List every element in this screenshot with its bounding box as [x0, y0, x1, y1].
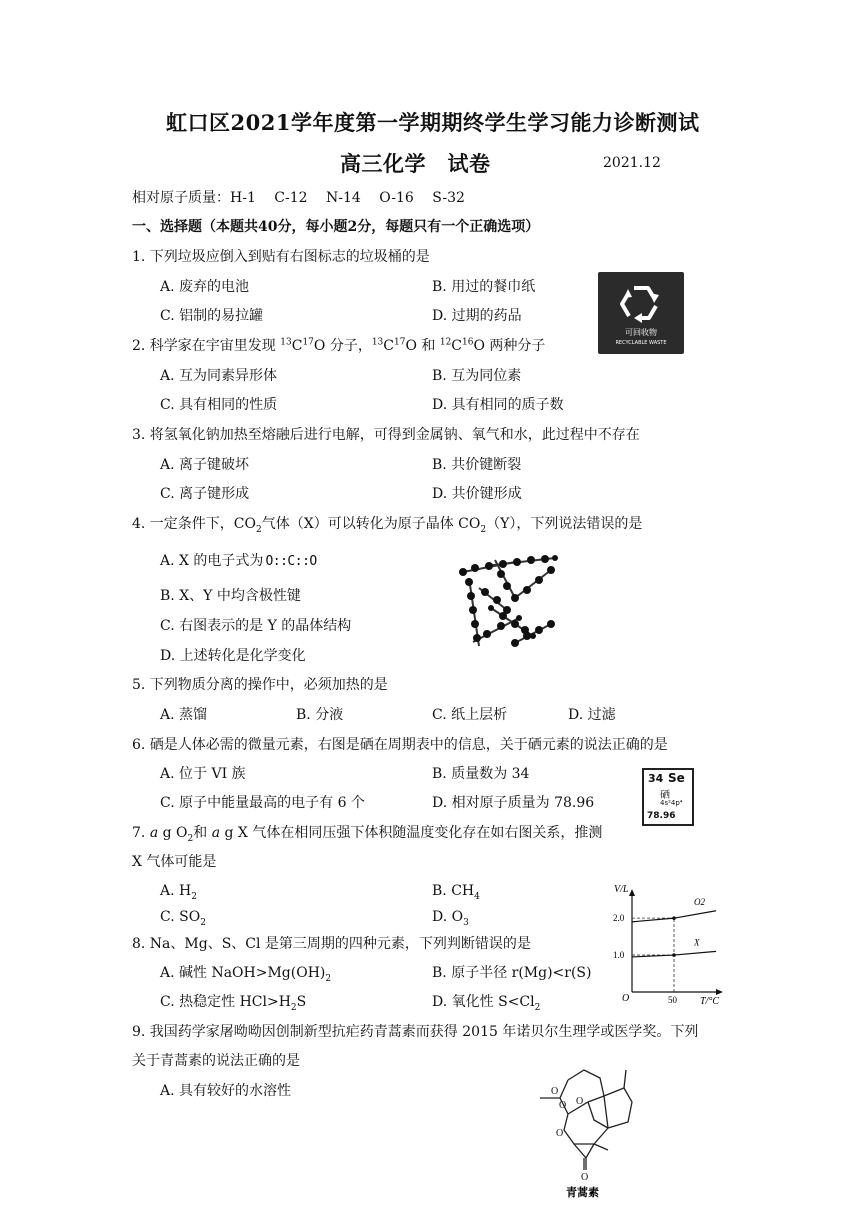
- exam-subtitle: 高三化学 试卷: [340, 151, 491, 176]
- data-point: [672, 916, 676, 920]
- q5-option-a: A. 蒸馏: [160, 707, 208, 723]
- question-4-stem: 4. 一定条件下，$CO_2$气体（X）可以转化为原子晶体 $CO_2(Y)$，下列说法错误的是: [132, 516, 643, 535]
- q2-option-b: B. 互为同位素: [432, 368, 522, 384]
- series-label: X: [694, 937, 700, 948]
- q2-option-c: C. 具有相同的性质: [160, 397, 278, 413]
- atomic-masses: 相对原子质量：H-1 C-12 N-14 O-16 S-32: [132, 190, 465, 206]
- question-7-stem: 7. a g $O_2$和 a g X 气体在相同压强下体积随温度变化存在如右图关系，推测: [132, 825, 603, 844]
- sign-label-cn: 可回收物: [625, 328, 657, 337]
- crystal-structure-figure: [455, 548, 565, 650]
- x-axis-arrow: [716, 989, 723, 995]
- q1-option-d: D. 过期的药品: [432, 308, 522, 324]
- q1-option-a: A. 废弃的电池: [160, 279, 250, 295]
- q5-option-d: D. 过滤: [568, 707, 616, 723]
- element-symbol: Se: [668, 771, 685, 785]
- x-axis-label: T/°C: [700, 996, 720, 1006]
- q2-option-a: A. 互为同素异形体: [160, 368, 278, 384]
- q4-option-d: D. 上述转化是化学变化: [160, 648, 306, 664]
- series-label: O2: [694, 896, 705, 907]
- q8-option-d: D. 氧化性 $S<Cl_2$: [432, 994, 541, 1013]
- q7-option-d: D. $O_3$: [432, 909, 469, 928]
- q8-option-c: C. 热稳定性 $HCl>H_2S$: [160, 994, 307, 1013]
- x-tick-label: 50: [668, 995, 677, 1005]
- q4-option-b: B. X、Y 中均含极性键: [160, 588, 301, 604]
- exam-date: 2021.12: [603, 155, 661, 171]
- q7-option-a: A. $H_2$: [160, 883, 197, 902]
- q3-option-d: D. 共价键形成: [432, 486, 522, 502]
- question-3-stem: 3. 将氢氧化钠加热至熔融后进行电解，可得到金属钠、氧气和水，此过程中不存在: [132, 427, 640, 443]
- question-5-stem: 5. 下列物质分离的操作中，必须加热的是: [132, 677, 388, 693]
- oxygen-label: O: [556, 1128, 564, 1139]
- oxygen-label: O: [581, 1172, 589, 1183]
- q7-option-c: C. $SO_2$: [160, 909, 206, 928]
- question-6-stem: 6. 硒是人体必需的微量元素，右图是硒在周期表中的信息，关于硒元素的说法正确的是: [132, 737, 668, 753]
- y-tick-label: 2.0: [613, 913, 625, 924]
- artemisinin-structure: [528, 1058, 644, 1200]
- q6-option-c: C. 原子中能量最高的电子有 6 个: [160, 795, 365, 811]
- oxygen-label: O: [559, 1100, 567, 1111]
- element-name: 硒: [660, 790, 670, 801]
- q4-option-c: C. 右图表示的是 Y 的晶体结构: [160, 618, 352, 634]
- question-1-stem: 1. 下列垃圾应倒入到贴有右图标志的垃圾桶的是: [132, 249, 430, 265]
- q6-option-a: A. 位于 VI 族: [160, 766, 246, 782]
- q5-option-b: B. 分液: [296, 707, 344, 723]
- question-9-stem-line2: 关于青蒿素的说法正确的是: [132, 1053, 300, 1069]
- q5-option-c: C. 纸上层析: [432, 707, 508, 723]
- q2-option-d: D. 具有相同的质子数: [432, 397, 564, 413]
- electron-configuration: 4s²4p⁴: [660, 799, 683, 807]
- q8-option-b: B. 原子半径 r(Mg)<r(S): [432, 965, 592, 981]
- selenium-element-card: [642, 768, 694, 826]
- q7-option-b: B. $CH_4$: [432, 883, 480, 902]
- sign-label-en: RECYCLABLE WASTE: [615, 340, 667, 346]
- atomic-mass: 78.96: [647, 811, 676, 821]
- lewis-structure: O::C::O: [265, 554, 317, 569]
- q6-option-d: D. 相对原子质量为 78.96: [432, 795, 595, 811]
- q3-option-a: A. 离子键破坏: [160, 457, 250, 473]
- question-8-stem: 8. Na、Mg、S、Cl 是第三周期的四种元素，下列判断错误的是: [132, 936, 531, 952]
- origin-label: O: [622, 993, 630, 1004]
- atomic-number: 34: [648, 772, 664, 785]
- figure-caption: 青蒿素: [566, 1187, 599, 1199]
- exam-title: 虹口区2021学年度第一学期期终学生学习能力诊断测试: [166, 110, 700, 135]
- q3-option-c: C. 离子键形成: [160, 486, 250, 502]
- oxygen-label: O: [551, 1086, 559, 1097]
- y-axis-arrow: [629, 889, 635, 896]
- recyclable-sign: [598, 272, 684, 354]
- q9-option-a: A. 具有较好的水溶性: [160, 1083, 292, 1099]
- question-2-stem: 2. 科学家在宇宙里发现 $^{13}C^{17}O$ 分子，$^{13}C^{17}O$ 和 $^{12}C^{16}O$ 两种分子: [132, 337, 546, 354]
- question-7-stem-line2: X 气体可能是: [132, 854, 217, 870]
- oxygen-label: O: [576, 1096, 584, 1107]
- q4-option-a: A. X 的电子式为 O::C::O: [160, 553, 317, 569]
- y-tick-label: 1.0: [613, 950, 625, 961]
- q6-option-b: B. 质量数为 34: [432, 766, 530, 782]
- q1-option-c: C. 铝制的易拉罐: [160, 308, 264, 324]
- q1-option-b: B. 用过的餐巾纸: [432, 279, 536, 295]
- q8-option-a: A. 碱性 $NaOH>Mg(OH)_2$: [160, 965, 332, 984]
- data-point: [672, 953, 676, 957]
- section-heading: 一、选择题（本题共40分，每小题2分，每题只有一个正确选项）: [132, 219, 540, 235]
- q3-option-b: B. 共价键断裂: [432, 457, 522, 473]
- y-axis-label: V/L: [614, 884, 629, 895]
- question-9-stem: 9. 我国药学家屠呦呦因创制新型抗疟药青蒿素而获得 2015 年诺贝尔生理学或医学奖。下列: [132, 1024, 699, 1040]
- volume-temperature-chart: [612, 880, 728, 1006]
